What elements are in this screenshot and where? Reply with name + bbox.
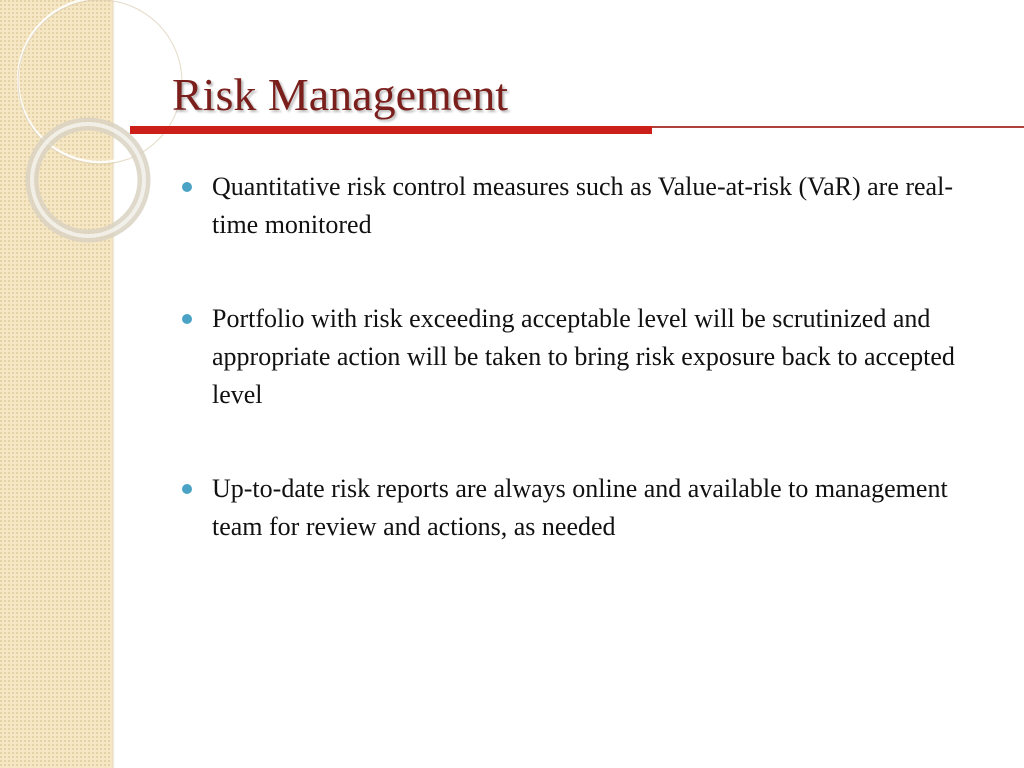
slide-title: Risk Management: [172, 69, 508, 120]
deco-circle-thick-highlight: [32, 124, 144, 236]
bullet-item: [178, 470, 998, 546]
bullet-list: [178, 168, 998, 602]
decorative-circles: [0, 0, 200, 300]
bullet-dot-icon: [182, 182, 192, 192]
bullet-item: [178, 300, 998, 414]
bullet-text: Up-to-date risk reports are always online and available to management team for review and actions, as needed: [212, 474, 948, 541]
title-underline-thick: [130, 126, 652, 134]
title-underline-thin: [652, 126, 1024, 128]
bullet-dot-icon: [182, 314, 192, 324]
bullet-dot-icon: [182, 484, 192, 494]
bullet-text: Portfolio with risk exceeding acceptable level will be scrutinized and appropriate action will be taken to bring risk exposure back to accepted level: [212, 304, 955, 409]
bullet-item: [178, 168, 998, 244]
bullet-text: Quantitative risk control measures such as Value-at-risk (VaR) are real-time monitored: [212, 172, 953, 239]
